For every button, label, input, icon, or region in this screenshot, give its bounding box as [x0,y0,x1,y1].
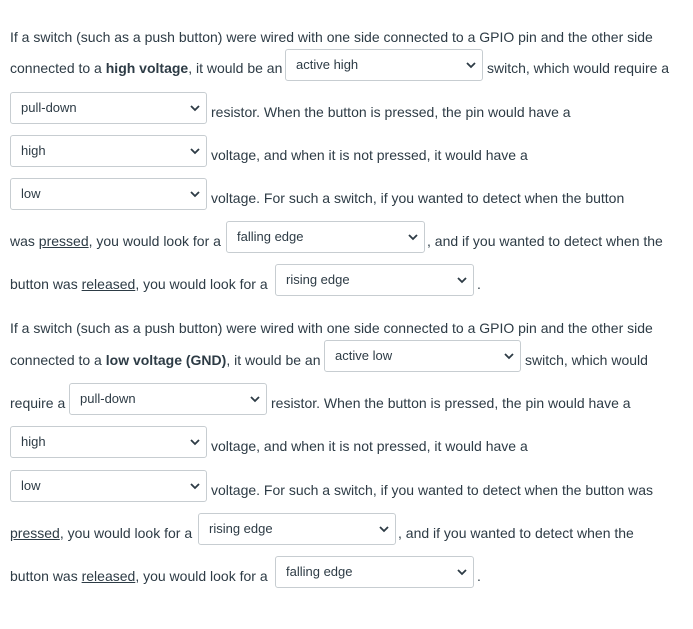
q1-text-line7 [10,275,268,293]
q1-text-pressed: pressed [38,233,89,249]
q1-text-period: . [477,276,481,292]
q1-text-line7-a: button was [10,276,82,292]
q1-text-line6-end: , and if you wanted to detect when the [427,233,663,249]
q1-text-high-voltage: high voltage [105,60,189,76]
q1-dropdown-released-voltage-value: low [21,186,41,201]
q2-dropdown-activity-value: active low [335,348,393,363]
q2-text-pressed: pressed [10,525,60,541]
q2-text-line6-end: , and if you wanted to detect when the [398,525,634,541]
q1-dropdown-release-edge-value: rising edge [286,272,350,287]
q2-text-period: . [477,568,481,584]
chevron-down-icon [457,276,467,284]
q2-text-line4: voltage, and when it is not pressed, it would have a [211,438,528,454]
q1-text-line6-c: , you would look for a [88,233,221,249]
q1-dropdown-release-edge[interactable] [275,264,474,296]
q1-text-line1: If a switch (such as a push button) were wired with one side connected to a GPIO pin and the other side [10,29,653,45]
q1-text-line3: resistor. When the button is pressed, the pin would have a [211,104,571,120]
q2-text-line5: voltage. For such a switch, if you wanted to detect when the button was [211,482,654,498]
q2-text-line2 [10,351,320,369]
q2-text-line3-end: resistor. When the button is pressed, the pin would have a [271,395,631,411]
chevron-down-icon [190,482,200,490]
q2-text-line7 [10,567,268,585]
q2-text-line2-a: connected to a [10,352,106,368]
q2-text-line6 [10,524,192,542]
chevron-down-icon [250,395,260,403]
chevron-down-icon [466,61,476,69]
chevron-down-icon [408,233,418,241]
q1-dropdown-pressed-voltage[interactable] [10,135,207,167]
q1-text-line2 [10,59,282,77]
q2-text-line2-c: , it would be an [226,352,321,368]
q2-dropdown-activity[interactable] [324,340,521,372]
q1-text-line5: voltage. For such a switch, if you wanted to detect when the button [211,190,625,206]
q1-text-line6-a: was [10,233,39,249]
q1-text-line2-end: switch, which would require a [487,60,670,76]
q2-dropdown-release-edge[interactable] [275,556,474,588]
q1-dropdown-pressed-voltage-value: high [21,143,46,158]
q1-text-line4: voltage, and when it is not pressed, it would have a [211,147,528,163]
chevron-down-icon [504,352,514,360]
q1-dropdown-resistor[interactable] [10,92,207,124]
chevron-down-icon [190,438,200,446]
chevron-down-icon [457,568,467,576]
q1-text-line2-c: , it would be an [188,60,283,76]
chevron-down-icon [190,104,200,112]
q2-dropdown-released-voltage[interactable] [10,470,207,502]
q2-dropdown-release-edge-value: falling edge [286,564,353,579]
q2-dropdown-released-voltage-value: low [21,478,41,493]
q1-dropdown-resistor-value: pull-down [21,100,77,115]
q2-dropdown-press-edge-value: rising edge [209,521,273,536]
q1-dropdown-activity[interactable] [285,49,483,81]
q1-text-released: released [81,276,136,292]
q2-text-line1: If a switch (such as a push button) were wired with one side connected to a GPIO pin and the other side [10,320,653,336]
chevron-down-icon [379,525,389,533]
q1-dropdown-released-voltage[interactable] [10,178,207,210]
q2-text-low-voltage: low voltage (GND) [105,352,227,368]
q2-dropdown-pressed-voltage[interactable] [10,426,207,458]
q2-text-released: released [81,568,136,584]
q1-text-line2-a: connected to a [10,60,106,76]
q1-dropdown-activity-value: active high [296,57,359,72]
q2-text-line7-c: , you would look for a [135,568,268,584]
q1-text-line7-c: , you would look for a [135,276,268,292]
q2-dropdown-pressed-voltage-value: high [21,434,46,449]
q1-text-line6 [10,232,221,250]
chevron-down-icon [190,190,200,198]
chevron-down-icon [190,147,200,155]
q2-dropdown-press-edge[interactable] [198,513,396,545]
q2-dropdown-resistor[interactable] [69,383,267,415]
q2-text-line3: require a [10,395,66,411]
q1-dropdown-press-edge-value: falling edge [237,229,304,244]
q2-dropdown-resistor-value: pull-down [80,391,136,406]
q2-text-line7-a: button was [10,568,82,584]
q2-text-line2-end: switch, which would [525,352,648,368]
q1-dropdown-press-edge[interactable] [226,221,425,253]
q2-text-line6-b: , you would look for a [59,525,193,541]
